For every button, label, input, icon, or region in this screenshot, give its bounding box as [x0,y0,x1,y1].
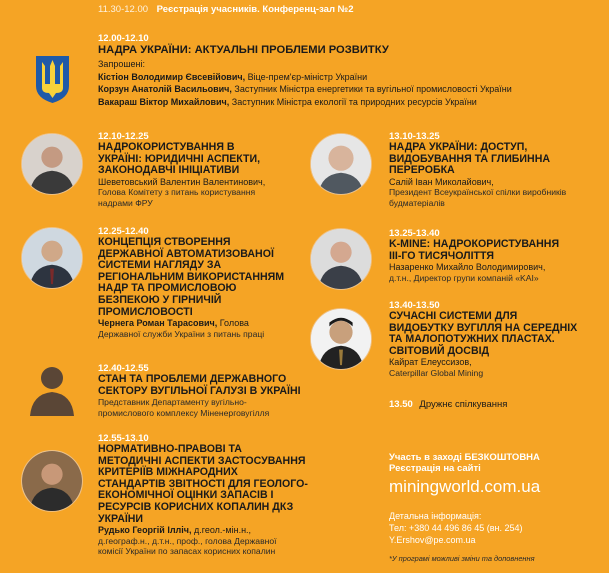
role-line: комісії України по запасах корисних копалин [98,546,276,557]
session-time: 12.10-12.25 [98,131,149,142]
title-line: K-MINE: НАДРОКОРИСТУВАННЯ [389,238,560,250]
role-line: надрами ФРУ [98,197,153,208]
session-block [389,300,604,378]
role-line: Президент Всеукраїнської спілки виробників [389,187,567,198]
role-line: Голова Комітету з питань користування [98,187,256,198]
title-line: ТА МАЛОПОТУЖНИХ ПЛАСТАХ. [389,333,555,346]
session-time: 12.25-12.40 [98,226,149,237]
session-title [389,311,604,357]
speaker-role [98,329,313,340]
title-line: ВИДОБУТКУ ВУГІЛЛЯ НА СЕРЕДНІХ [389,321,578,334]
details-label: Детальна інформація: [389,511,482,521]
title-line: УКРАЇНИ [98,512,144,525]
title-line: БЕЗПЕКОЮ У ГІРНИЧІЙ [98,293,222,306]
title-line: НАДРОКОРИСТУВАННЯ В [98,141,235,153]
session-block [98,433,323,557]
session-title [389,142,604,177]
invited-row [98,83,603,96]
title-line: СЕКТОРУ ВУГІЛЬНОЇ ГАЛУЗІ В УКРАЇНІ [98,384,301,397]
title-line: СИСТЕМИ НАГЛЯДУ ЗА [98,259,222,272]
title-line: КОНЦЕПЦІЯ СТВОРЕННЯ [98,236,231,248]
role-line: д.географ.н., д.т.н., проф., голова Державної [98,535,277,546]
speaker-line [98,525,323,536]
title-line: НОРМАТИВНО-ПРАВОВІ ТА [98,443,242,455]
speaker-name: Назаренко Михайло Володимирович, [389,262,546,273]
title-line: КРИТЕРІЇВ МІЖНАРОДНИХ [98,466,238,479]
title-line: ДЕРЖАВНОЇ АВТОМАТИЗОВАНОЇ [98,247,274,260]
speaker-role [98,187,313,208]
plenary-invited [98,58,603,108]
plenary-title: НАДРА УКРАЇНИ: АКТУАЛЬНІ ПРОБЛЕМИ РОЗВИТКУ [98,44,389,56]
session-block [98,131,313,208]
session-time: 13.40-13.50 [389,300,440,311]
invited-label: Запрошені: [98,59,146,69]
ukraine-emblem [34,54,71,104]
role-line: промислового комплексу Міненерговугілля [98,407,270,418]
speaker-name: Шеветовський Валентин Валентинович, [98,176,266,187]
website-link[interactable]: miningworld.com.ua [389,477,541,496]
free-participation: Участь в заході БЕЗКОШТОВНА [389,452,540,463]
title-line: ІІІ-ГО ТИСЯЧОЛІТТЯ [389,249,494,262]
info-block [389,452,604,564]
person-silhouette-icon [28,364,76,416]
speaker-photo [310,228,372,290]
speaker-photo [310,308,372,370]
title-line: УКРАЇНІ: ЮРИДИЧНІ АСПЕКТИ, [98,152,261,165]
speaker-role-inline: д.геол.-мін.н., [194,525,252,536]
role-line: Caterpillar Global Mining [389,367,484,378]
invited-name: Корзун Анатолій Васильович, [98,84,232,94]
speaker-photo [21,133,83,195]
invited-name: Кістіон Володимир Євсевійович, [98,71,246,82]
session-title [98,237,313,318]
invited-role: Заступник Міністра енергетики та вугільної промисловості України [234,84,512,94]
trident-emblem-icon [34,54,71,104]
session-title [98,142,313,177]
session-block [98,226,313,339]
title-line: РЕГІОНАЛЬНИМ ВИКОРИСТАННЯМ [98,270,285,283]
speaker-line [98,318,313,329]
title-line: СТАН ТА ПРОБЛЕМИ ДЕРЖАВНОГО [98,373,287,385]
role-line: Представник Департаменту вугільно- [98,397,247,408]
invited-row [98,71,603,84]
session-title [98,444,323,525]
session-time: 12.55-13.10 [98,433,149,444]
speaker-name: Салій Іван Миколайович, [389,176,494,187]
program-note: *У програмі можливі зміни та доповнення [389,554,535,563]
registration-row [98,4,354,15]
title-line: ПРОМИСЛОВОСТІ [98,305,193,318]
invited-role: Віце-прем'єр-міністр України [247,71,368,82]
title-line: НАДР ТА ПРОМИСЛОВОЮ [98,282,237,295]
role-line: д.т.н., Директор групи компаній «KAI» [389,272,539,283]
speaker-role [389,273,604,284]
session-title [389,239,604,262]
title-line: МЕТОДИЧНІ АСПЕКТИ ЗАСТОСУВАННЯ [98,454,306,467]
speaker-role-inline: Голова [219,318,249,329]
title-line: ВИДОБУВАННЯ ТА ГЛИБИННА [389,152,550,165]
speaker-name: Рудько Георгій Ілліч, [98,525,192,536]
closing-time: 13.50 [389,399,413,410]
speaker-name: Кайрат Елеуссизов, [389,357,472,368]
speaker-photo [21,227,83,289]
title-line: ЗАКОНОДАВЧІ ІНІЦІАТИВИ [98,164,240,177]
session-time: 13.10-13.25 [389,131,440,142]
speaker-role [389,187,604,208]
speaker-photo [21,450,83,512]
session-time: 12.40-12.55 [98,363,149,374]
role-line: будматеріалів [389,197,445,208]
speaker-role [98,536,323,557]
title-line: СУЧАСНІ СИСТЕМИ ДЛЯ [389,310,518,322]
title-line: ЕКОНОМІЧНОЇ ОЦІНКИ ЗАПАСІВ І [98,489,274,502]
title-line: СТАНДАРТІВ ЗВІТНОСТІ ДЛЯ ГЕОЛОГО- [98,477,308,490]
session-block [389,131,604,208]
closing-row [389,399,507,410]
title-line: ПЕРЕРОБКА [389,164,455,177]
title-line: НАДРА УКРАЇНИ: ДОСТУП, [389,141,528,153]
session-time: 13.25-13.40 [389,228,440,239]
register-line: Реєстрація на сайті [389,463,481,474]
speaker-photo [310,133,372,195]
invited-row [98,96,603,109]
role-line: Державної служби України з питань праці [98,328,265,339]
title-line: РЕСУРСІВ КОРИСНИХ КОПАЛИН ДКЗ [98,500,294,513]
registration-text: Реєстрація учасників. Конференц-зал №2 [156,4,354,15]
session-title [98,374,313,397]
registration-time: 11.30-12.00 [98,4,149,15]
invited-role: Заступник Міністра екології та природних ресурсів України [231,96,477,107]
phone-number: Тел: +380 44 496 86 45 (вн. 254) [389,523,523,533]
invited-name: Вакараш Віктор Михайлович, [98,96,230,107]
email-link[interactable]: Y.Ershov@pe.com.ua [389,535,476,545]
speaker-role [98,397,313,418]
title-line: СВІТОВИЙ ДОСВІД [389,344,490,357]
speaker-name: Чернега Роман Тарасович, [98,318,218,329]
session-block [98,363,313,418]
plenary-time: 12.00-12.10 [98,33,149,44]
closing-text: Дружнє спілкування [419,399,508,410]
session-block [389,228,604,283]
speaker-role [389,368,604,379]
